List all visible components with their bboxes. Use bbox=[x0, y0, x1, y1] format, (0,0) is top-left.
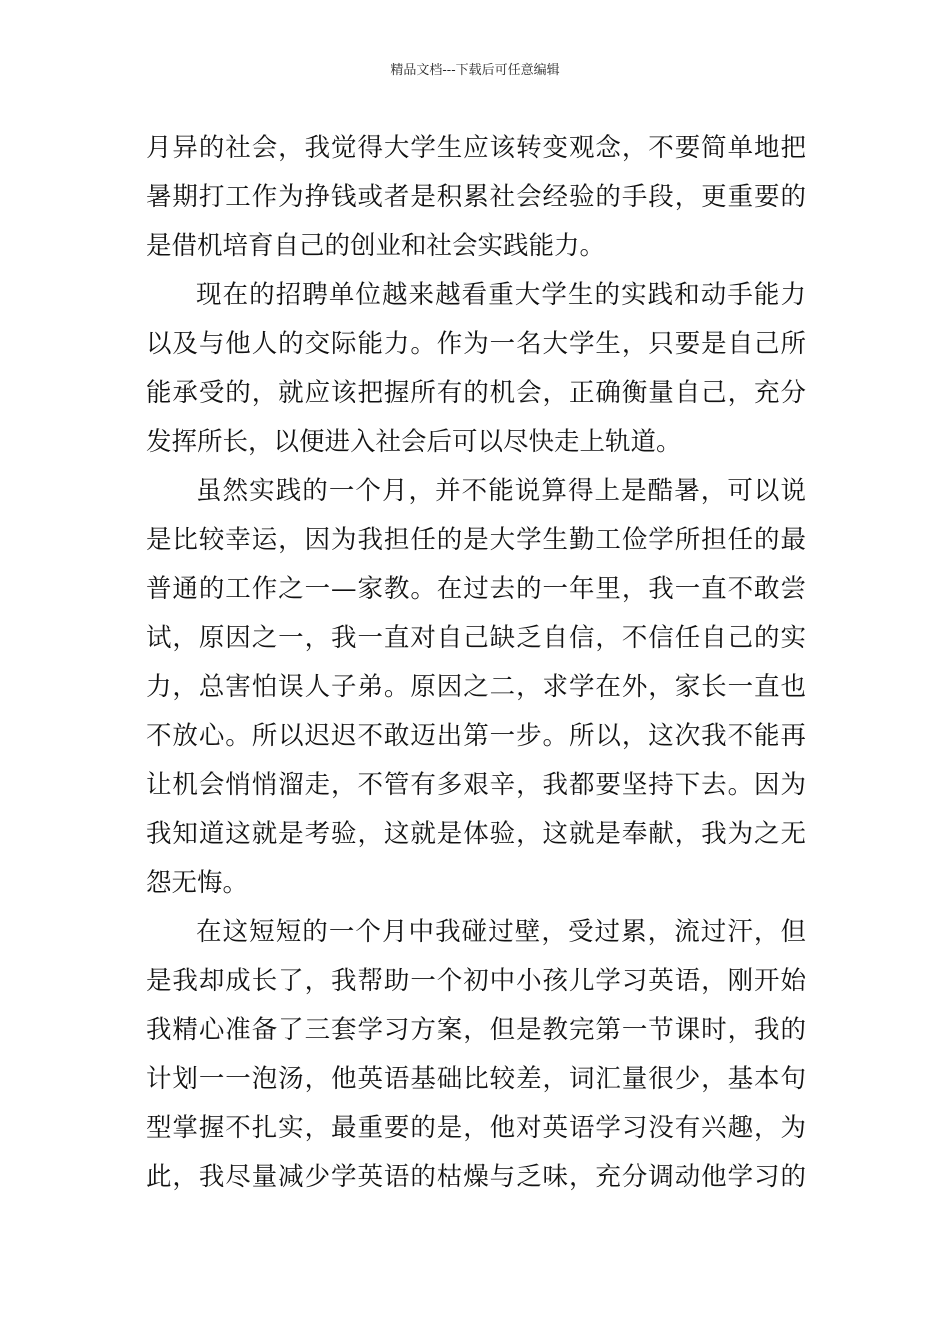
text-line: 是借机培育自己的创业和社会实践能力。 bbox=[146, 231, 606, 261]
text-line: 型掌握不扎实，最重要的是，他对英语学习没有兴趣，为 bbox=[146, 1113, 806, 1143]
text-line: 计划一一泡汤，他英语基础比较差，词汇量很少，基本句 bbox=[146, 1064, 806, 1094]
text-line: 力，总害怕误人子弟。原因之二，求学在外，家长一直也 bbox=[146, 672, 806, 702]
text-line: 在这短短的一个月中我碰过壁，受过累，流过汗，但 bbox=[196, 917, 806, 947]
text-line: 能承受的，就应该把握所有的机会，正确衡量自己，充分 bbox=[146, 378, 806, 408]
paragraph bbox=[146, 124, 806, 271]
text-line: 以及与他人的交际能力。作为一名大学生，只要是自己所 bbox=[146, 329, 806, 359]
text-line: 我精心准备了三套学习方案，但是教完第一节课时，我的 bbox=[146, 1015, 806, 1045]
text-line: 虽然实践的一个月，并不能说算得上是酷暑，可以说 bbox=[196, 476, 806, 506]
text-line: 现在的招聘单位越来越看重大学生的实践和动手能力 bbox=[196, 280, 806, 310]
text-line: 暑期打工作为挣钱或者是积累社会经验的手段，更重要的 bbox=[146, 182, 806, 212]
text-line: 发挥所长，以便进入社会后可以尽快走上轨道。 bbox=[146, 427, 682, 457]
text-line: 让机会悄悄溜走，不管有多艰辛，我都要坚持下去。因为 bbox=[146, 770, 806, 800]
paragraph bbox=[146, 271, 806, 467]
paragraph bbox=[146, 467, 806, 908]
text-line: 此，我尽量减少学英语的枯燥与乏味，充分调动他学习的 bbox=[146, 1162, 806, 1192]
text-line: 月异的社会，我觉得大学生应该转变观念，不要简单地把 bbox=[146, 133, 806, 163]
page-header: 精品文档---下载后可任意编辑 bbox=[390, 63, 560, 78]
text-line: 我知道这就是考验，这就是体验，这就是奉献，我为之无 bbox=[146, 819, 806, 849]
text-line: 是我却成长了，我帮助一个初中小孩儿学习英语，刚开始 bbox=[146, 966, 806, 996]
body-text bbox=[146, 124, 806, 1202]
text-line: 试，原因之一，我一直对自己缺乏自信，不信任自己的实 bbox=[146, 623, 806, 653]
text-line: 不放心。所以迟迟不敢迈出第一步。所以，这次我不能再 bbox=[146, 721, 806, 751]
text-line: 怨无悔。 bbox=[146, 868, 249, 898]
text-line: 普通的工作之一—家教。在过去的一年里，我一直不敢尝 bbox=[146, 574, 806, 604]
text-line: 是比较幸运，因为我担任的是大学生勤工俭学所担任的最 bbox=[146, 525, 806, 555]
paragraph bbox=[146, 908, 806, 1202]
